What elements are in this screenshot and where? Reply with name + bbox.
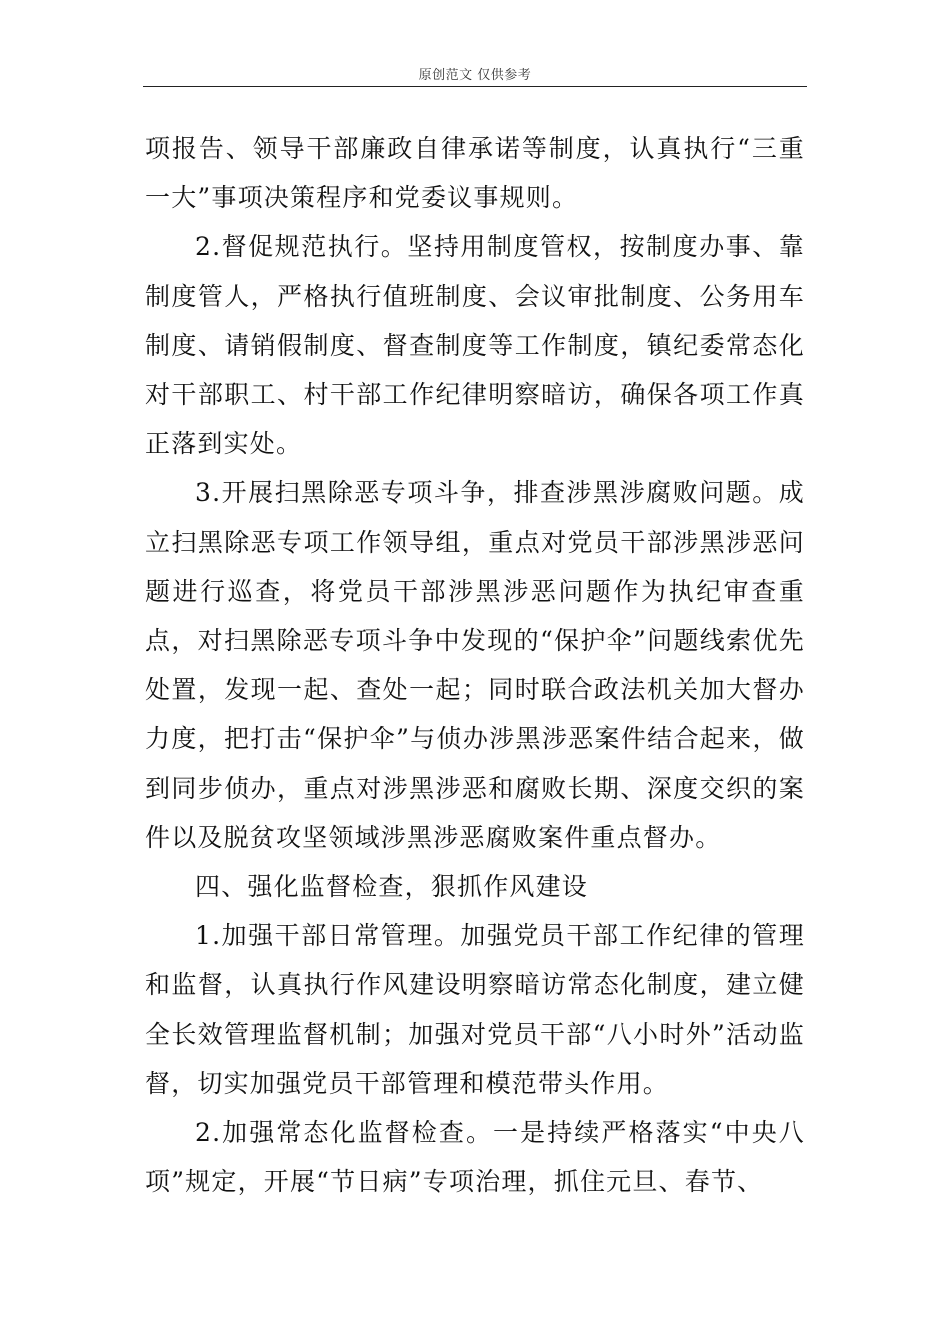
header-text: 原创范文 仅供参考 (418, 68, 532, 83)
paragraph-regular-inspection: 2.加强常态化监督检查。一是持续严格落实“中央八项”规定，开展“节日病”专项治理，抓住元旦、春节、 (145, 1118, 805, 1197)
paragraph-continuation: 项报告、领导干部廉政自律承诺等制度，认真执行“三重一大”事项决策程序和党委议事规则。 (145, 134, 805, 213)
paragraph-anti-crime-campaign: 3.开展扫黑除恶专项斗争，排查涉黑涉腐败问题。成立扫黑除恶专项工作领导组，重点对党员干部涉黑涉恶问题进行巡查，将党员干部涉黑涉恶问题作为执纪审查重点，对扫黑除恶专项斗争中发现的“保护伞”问题线索优先处置，发现一起、查处一起；同时联合政法机关加大督办力度，把打击“保护伞”与侦办涉黑涉恶案件结合起来，做到同步侦办，重点对涉黑涉恶和腐败长期、深度交织的案件以及脱贫攻坚领域涉黑涉恶腐败案件重点督办。 (145, 478, 805, 852)
page-header (143, 64, 807, 87)
paragraph-supervise-execution: 2.督促规范执行。坚持用制度管权，按制度办事、靠制度管人，严格执行值班制度、会议审批制度、公务用车制度、请销假制度、督查制度等工作制度，镇纪委常态化对干部职工、村干部工作纪律明察暗访，确保各项工作真正落到实处。 (145, 232, 805, 459)
document-body (145, 124, 805, 1206)
paragraph-daily-management: 1.加强干部日常管理。加强党员干部工作纪律的管理和监督，认真执行作风建设明察暗访常态化制度，建立健全长效管理监督机制；加强对党员干部“八小时外”活动监督，切实加强党员干部管理和模范带头作用。 (145, 921, 805, 1098)
section-heading-4: 四、强化监督检查，狠抓作风建设 (195, 872, 589, 902)
